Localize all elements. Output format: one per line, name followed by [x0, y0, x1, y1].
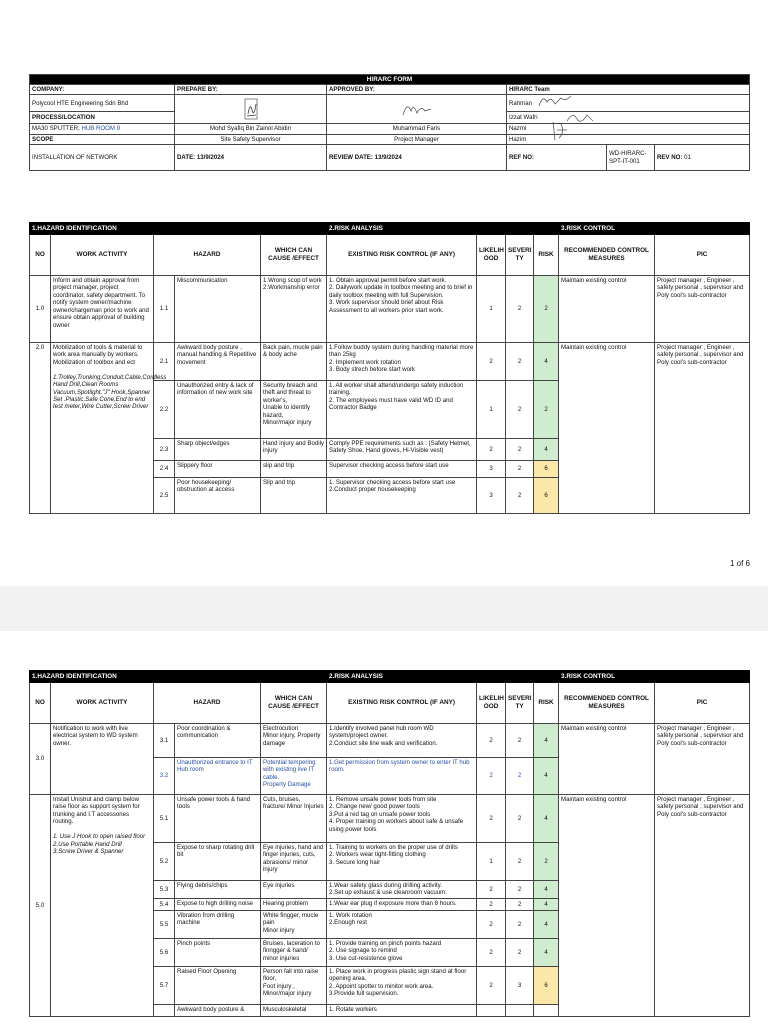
process-label: PROCESS/LOCATION	[30, 112, 175, 124]
risk-score: 6	[534, 967, 559, 1005]
page-gap	[0, 586, 768, 631]
risk-score: 4	[534, 758, 559, 795]
table-row: 5.2 Expose to sharp rotating drill bit Eye injuries, hand and finger injuries, cuts, abrasions/ minor injury 1. Training to workers on the proper use of drills 2. Workers wear tight-fitting clothing 3. Secure long hair 1 2 2	[30, 843, 750, 881]
col-hazard: HAZARD	[154, 235, 261, 276]
table-row: 5.6 Pinch points Bruises, laceration to finngger & hand/ minor injuries 1. Provide training on pinch points hazard 2. Use signage to remind 3. Use cut-resistence glove 2 2 4	[30, 939, 750, 967]
table-row: 5.0 Install Unistrut and clamp below raise floor as support system for trunking and I.T accessories routing. 1. Use J Hook to open raised floor 2.Use Portable Hand Drill 3.Screw Driver & Spanner 5.1 Unsafe power tools & hand tools Cuts, bruises, fracture/ Minor Injuries 1. Remove unsafe power tools from site 2. Change new/ good power tools 3.Put a red tag on unsafe power tools 4. Proper training on workers about safe & unsafe using power tools 2 2 4 Maintain existing control Project manager , Engineer , safety personal , supervisor and Poly cool's sub-contractor	[30, 795, 750, 843]
review-date-field: REVIEW DATE: 13/9/2024	[327, 145, 507, 171]
table-row: 5.3 Flying debris/chips Eye injuries 1.Wear safety glass during drilling activity. 2.Set up exhaust & use cleanroom vacuum. 2 2 4	[30, 881, 750, 899]
table-row: Awkward body posture & Musculoskeletal 1. Rotate workers	[30, 1005, 750, 1017]
table-row: 5.4 Expose to high drilling noise Hearing problem 1.Wear ear plug if exposure more than 8 hours. 2 2 4	[30, 899, 750, 911]
team-label: HIRARC Team	[507, 85, 750, 95]
risk-score: 4	[534, 795, 559, 843]
risk-score: 4	[534, 899, 559, 911]
table-row: 2.0 Mobilization of tools & material to work area manually by workers. Mobilization of toolbox and ect 1.Trolley,Trunking,Conduit,Cable,Cordless Hand Drill,Clean Rooms Vacuum,Spotlight,"J" Hook,Spanner Set .Plastic,Safe Cone,End to end test meter,Wire Cutter,Screw Driver 2.1 Awkward body posture , manual handling & Repetitive movement Back pain, mucle pain & body ache 1.Follow buddy system during handling material more than 25kg 2. Implement work rotation 3. Body strech before start work 2 2 4 Maintain existing control Project manager , Engineer , safety personal , supervisor and Poly cool's sub-contractor	[30, 343, 750, 381]
prepare-role: Site Safety Supervisor	[175, 134, 327, 144]
work-activity: Inform and obtain approval from project manager, project coordinator, safety department. To notify system owner/machine owner/chargeman prior to work and ensure obtain approval of building owner	[51, 276, 154, 343]
col-severity: SEVERI TY	[506, 683, 534, 724]
ref-value: WD-HIRARC-SPT-IT-001	[607, 145, 655, 171]
prepare-name: Mohd Syafiq Bin Zainol Abidin	[175, 124, 327, 134]
section-risk-control: 3.RISK CONTROL	[559, 671, 750, 683]
section-risk-analysis: 2.RISK ANALYSIS	[327, 223, 559, 235]
risk-score: 2	[534, 843, 559, 881]
table-row: 3.2 Unauthorized entrance to IT Hub room Potential tempering with existing live IT cable. Property Damage 1.Get permission from system owner to enter IT hub room. 2 2 4	[30, 758, 750, 795]
col-effect: WHICH CAN CAUSE /EFFECT	[261, 683, 327, 724]
approve-role: Project Manager	[327, 134, 507, 144]
col-existing-control: EXISTING RISK CONTROL (IF ANY)	[327, 683, 477, 724]
table-row: 5.7 Raised Floor Opening Person fall into raise floor, Foot injury , Minor/major injury 1. Place work in progress plastic sign stand at floor opening area. 2. Appoint spotter to minitor work area. 3.Provide full supervision. 2 3 6	[30, 967, 750, 1005]
page-number: 1 of 6	[729, 559, 750, 568]
col-effect: WHICH CAN CAUSE /EFFECT	[261, 235, 327, 276]
col-recommended: RECOMMENDED CONTROL MEASURES	[559, 683, 655, 724]
team-member: Nazmi	[507, 124, 750, 134]
col-pic: PIC	[655, 683, 750, 724]
signature-image	[547, 118, 571, 144]
table-row: 2.4 Slippery floor slip and trip Supervisor checking access before start use 3 2 6	[30, 461, 750, 478]
col-likelihood: LIKELIH OOD	[477, 235, 506, 276]
signature-image	[397, 99, 437, 119]
work-activity: Install Unistrut and clamp below raise floor as support system for trunking and I.T accessories routing. 1. Use J Hook to open raised floor 2.Use Portable Hand Drill 3.Screw Driver & Spanner	[51, 795, 154, 1017]
risk-table-page-2	[29, 670, 749, 1017]
risk-score: 4	[534, 439, 559, 461]
col-risk: RISK	[534, 235, 559, 276]
signature-image	[236, 96, 266, 122]
risk-score: 4	[534, 343, 559, 381]
process-value: MA30 SPUTTER, HUB ROOM 9	[30, 124, 175, 134]
hirarc-header	[29, 74, 749, 171]
prepare-label: PREPARE BY:	[175, 85, 327, 95]
approve-label: APPROVED BY:	[327, 85, 507, 95]
team-member: Hazim	[507, 134, 750, 144]
signature-image	[535, 92, 575, 110]
risk-score: 4	[534, 939, 559, 967]
col-no: NO	[30, 683, 51, 724]
section-hazard-identification: 1.HAZARD IDENTIFICATION	[30, 671, 327, 683]
col-severity: SEVERI TY	[506, 235, 534, 276]
col-recommended: RECOMMENDED CONTROL MEASURES	[559, 235, 655, 276]
form-title: HIRARC FORM	[30, 75, 750, 85]
risk-score: 2	[534, 381, 559, 439]
risk-score: 2	[534, 276, 559, 343]
team-member: Izzat Wafri	[507, 112, 750, 124]
col-work-activity: WORK ACTIVITY	[51, 683, 154, 724]
risk-table-page-1	[29, 222, 749, 514]
approve-signature	[327, 95, 507, 124]
document-page-2	[0, 631, 768, 1024]
col-likelihood: LIKELIH OOD	[477, 683, 506, 724]
risk-score: 4	[534, 881, 559, 899]
risk-score: 4	[534, 724, 559, 758]
section-risk-control: 3.RISK CONTROL	[559, 223, 750, 235]
risk-score: 4	[534, 911, 559, 939]
table-row: 2.5 Poor housekeeping/ obstruction at access Slip and trip 1. Supervisor checking access before start use 2.Conduct proper housekeeping 3 2 6	[30, 478, 750, 514]
scope-label: SCOPE	[30, 134, 175, 144]
risk-score: 6	[534, 478, 559, 514]
table-row: 2.2 Unauthorized entry & lack of information of new work site Security breach and theft and threat to worker's, Unable to identify hazard, Minor/major injury 1. All worker shall attend/undergo safety induction training. 2. The employees must have valid WD ID and Contractor Badge 1 2 2	[30, 381, 750, 439]
approve-name: Muhammad Faris	[327, 124, 507, 134]
date-field: DATE: 13/9/2024	[175, 145, 327, 171]
team-member: Rahman	[507, 95, 750, 112]
risk-score: 6	[534, 461, 559, 478]
section-risk-analysis: 2.RISK ANALYSIS	[327, 671, 559, 683]
col-no: NO	[30, 235, 51, 276]
col-existing-control: EXISTING RISK CONTROL (IF ANY)	[327, 235, 477, 276]
table-row: 2.3 Sharp object/edges Hand injury and Bodily injury Comply PPE requirements such as : (Safety Helmet, Safety Shoe, Hand gloves, Hi-Visible vest) 2 2 4	[30, 439, 750, 461]
company-label: COMPANY:	[30, 85, 175, 95]
work-activity: Notification to work with live electrical system to WD system owner.	[51, 724, 154, 795]
col-risk: RISK	[534, 683, 559, 724]
section-hazard-identification: 1.HAZARD IDENTIFICATION	[30, 223, 327, 235]
table-row: 3.0 Notification to work with live electrical system to WD system owner. 3.1 Poor coordination & communication Electrocution Minor injury, Property damage 1.Identify involved panel hub room WD system/project owner. 2.Conduct site line walk and verification. 2 2 4 Maintain existing control Project manager , Engineer , safety personal , supervisor and Poly cool's sub-contractor	[30, 724, 750, 758]
company-value: Polycool HTE Engineering Sdn Bhd	[30, 95, 175, 112]
rev-field: REV NO: 01	[655, 145, 750, 171]
table-row: 1.0 Inform and obtain approval from project manager, project coordinator, safety department. To notify system owner/machine owner/chargeman prior to work and ensure obtain approval of building owner 1.1 Miscommunication 1.Wrong scop of work 2.Workmanship error 1. Obtain approval permit before start work. 2. Dailywork update in toolbox meeting and to brief in daily toolbox meeting with full Supervision. 3. Work supervisor should brief about Risk Assessment to all workers prior start work. 1 2 2 Maintain existing control Project manager , Engineer , safety personal , supervisor and Poly cool's sub-contractor	[30, 276, 750, 343]
prepare-signature	[175, 95, 327, 124]
table-row: 5.5 Vibration from drilling machine White fingger, mucle pain Minor injury 1. Work rotation 2.Enough rest 2 2 4	[30, 911, 750, 939]
work-activity: Mobilization of tools & material to work area manually by workers. Mobilization of toolbox and ect 1.Trolley,Trunking,Conduit,Cable,Cordless Hand Drill,Clean Rooms Vacuum,Spotlight,"J" Hook,Spanner Set .Plastic,Safe Cone,End to end test meter,Wire Cutter,Screw Driver	[51, 343, 154, 514]
col-pic: PIC	[655, 235, 750, 276]
scope-value: INSTALLATION OF NETWORK	[30, 145, 175, 171]
col-work-activity: WORK ACTIVITY	[51, 235, 154, 276]
ref-field: REF NO:	[507, 145, 607, 171]
col-hazard: HAZARD	[154, 683, 261, 724]
